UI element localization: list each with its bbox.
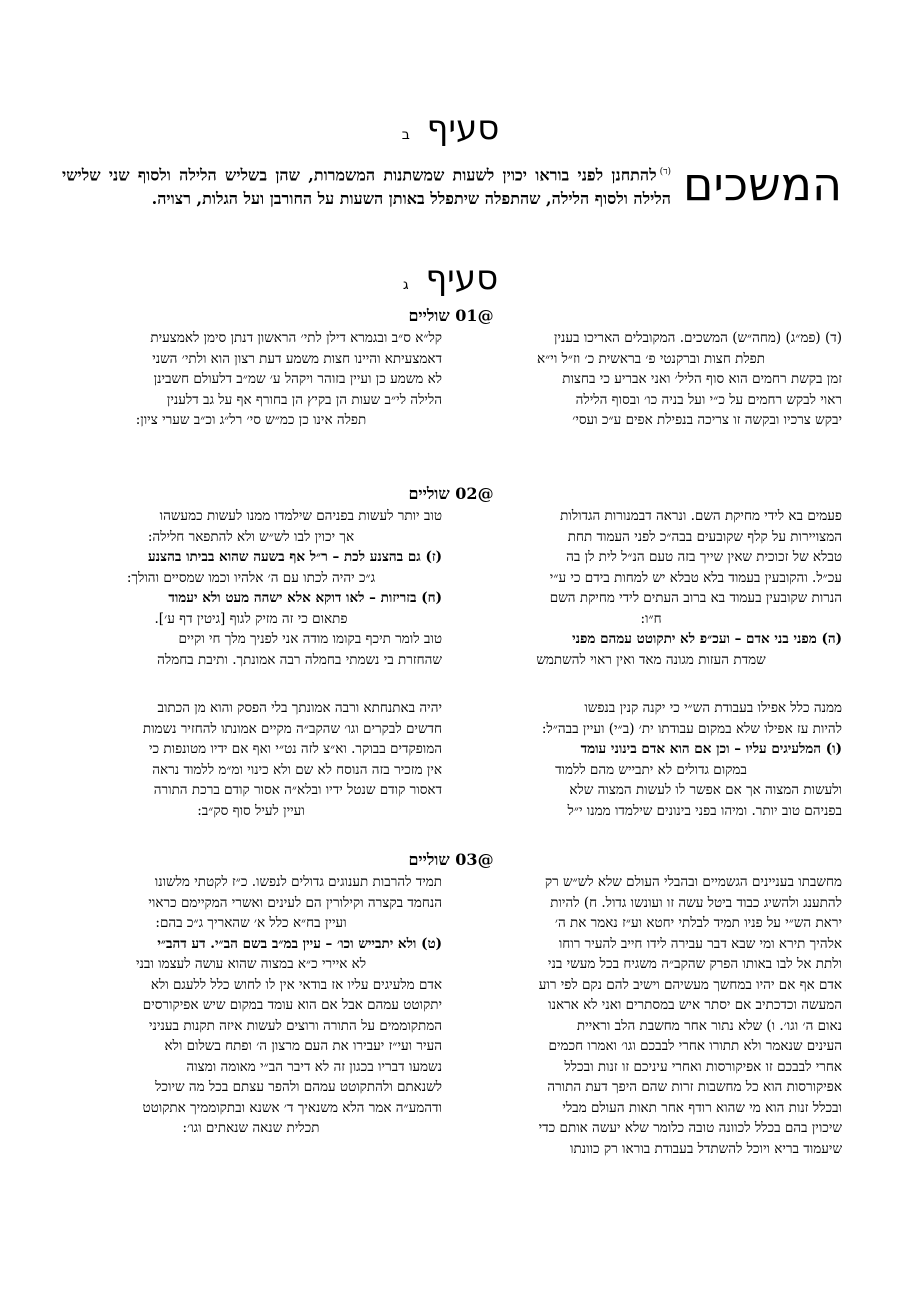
text-line: (ה) מפני בני אדם – ועכ״פ לא יתקוטט עמהם מפני [572, 631, 842, 647]
text-line: (ז) גם בהצנע לכת – ר״ל אף בשעה שהוא בביתו בהצנע [148, 549, 442, 565]
section-2-lower-left [60, 698, 442, 821]
text-line: יבקש צרכיו ובקשה זו צריכה בנפילת אפים ע״כ ועסי׳ [572, 412, 842, 428]
seif-b-word: סעיף [426, 108, 500, 148]
text-line: ולעשות המצוה אך אם אפשר לו לעשות המצוה שלא [569, 782, 842, 798]
text-line: יתקוטט עמהם אבל אם הוא עומד במקום שיש אפיקורסים [142, 997, 442, 1013]
text-line: (ד) (פמ״ג) (מחה״ש) המשכים. המקובלים האריכו בענין [554, 330, 842, 346]
text-line: העינים שנאמר ולא תתורו אחרי לבבכם וגו׳ ואמרו חכמים [548, 1038, 842, 1054]
section-2-lower-right [460, 698, 842, 821]
text-line: זמן בקשת רחמים הוא סוף הליל׳ ואני אבריע כי בחצות [562, 371, 842, 387]
text-line: תכלית שנאה שנאתים וגו׳: [182, 1120, 320, 1136]
section-2-title: @02 שוליים [408, 484, 494, 503]
text-line: שיעמוד בריא ויוכל להשתדל בעבודת בוראו רק כוונתו [570, 1140, 842, 1157]
text-line: העיר ועי״ז יעבירו את העם מרצון ה׳ ופתח בשלום ולא [164, 1038, 442, 1054]
intro-ref: (ד) [659, 167, 671, 177]
text-line: להתענג ולהשיג כבוד ביטל עשה זו ועונשו גדול. ח) להיות [550, 894, 842, 911]
text-line: תפלת חצות וברקנטי פ׳ בראשית כ׳ וז״ל וי״א [537, 350, 765, 367]
text-line: אפיקורסות הוא כל מחשבות זרות שהם היפך דעת התורה [547, 1079, 842, 1095]
text-line: בפניהם טוב יותר. ומיהו בפני בינונים שילמדו ממנו י״ל [567, 802, 842, 819]
text-line: ועיין לעיל סוף סק״ב: [197, 802, 305, 819]
seif-g-heading [0, 258, 901, 298]
intro-big-word: המשכים [682, 157, 842, 211]
text-line: אחרי לבבכם זו אפיקורסות ואחרי עיניכם זו זנות ובכלל [564, 1058, 842, 1075]
seif-b-letter: ב [401, 127, 410, 143]
section-3-left-column [60, 872, 442, 1139]
text-line: שהחזרת בי נשמתי בחמלה רבה אמונתך. ותיבת בחמלה [157, 651, 442, 668]
text-line: לשנאתם ולהתקוטט עמהם ולהפר עצתם בכל מה שיוכל [155, 1079, 442, 1095]
text-line: ולתת אל לבו באותו הפרק שהקב״ה משגיח בכל מעשי בני [547, 956, 842, 972]
section-1-left-column [60, 328, 442, 431]
text-line: נשמעו דבריו בכגון זה לא דיבר הב״י מאומה ומצוה [186, 1058, 442, 1075]
seif-b-heading [0, 108, 901, 148]
text-line: תמיד להרבות תענוגים גדולים לנפשו. כ״ז לקטתי מלשונו [154, 874, 442, 890]
text-line: אך יכוין לבו לש״ש ולא להתפאר חלילה: [147, 528, 355, 545]
text-line: אדם מלעיגים עליו אז בודאי אין לו לחוש כלל ללעגם ולא [150, 976, 442, 993]
seif-g-letter: ג [402, 277, 409, 293]
text-line: קל״א ס״ב ובגמרא דילן לתי׳ הראשון דנתן סימן לאמצעית [150, 330, 442, 346]
text-line: טוב לומר תיכף בקומו מודה אני לפניך מלך חי וקיים [178, 631, 442, 647]
text-line: ובכלל זנות הוא מי שהוא רודף אחר תאות העולם מבלי [562, 1099, 842, 1116]
text-line: המתקוממים על התורה ורוצים לעשות איזה תקנות בעניני [149, 1017, 442, 1034]
intro-text: להתחנן לפני בוראו יכוין לשעות שמשתנות המשמרות, שהן בשליש הלילה ולסוף שני שלישי הלילה ולסוף הלילה, שהתפלה שיתפלל באותן השעות על החורבן ועל הגלות, רצויה. [62, 165, 671, 209]
section-3-title: @03 שוליים [408, 850, 494, 869]
text-line: מחשבתו בעניינים הגשמיים ובהבלי העולם שלא לש״ש רק [544, 874, 842, 890]
text-line: הנחמד בקצרה וקילורין הם לעינים ואשרי המקיימם כראוי [148, 894, 442, 911]
text-line: שיכוין בהם בכלל לכוונה טובה כלומר שלא יעשה אותם כדי [538, 1120, 842, 1136]
text-line: ועיין בח״א כלל א׳ שהאריך ג״כ בהם: [155, 915, 347, 931]
text-line: המעשה וכדכתיב אם יסתר איש במסתרים ואני לא אראנו [548, 997, 842, 1013]
text-line: ח״ו: [640, 610, 662, 627]
text-line: (ו) המלעיגים עליו – וכן אם הוא אדם בינוני עומד [580, 741, 842, 757]
text-line: המצויירות על קלף שקובעים בבה״כ לפני העמוד תחת [567, 528, 842, 545]
text-line: הנרות שקובעין בעמוד בא ברוב העתים לידי מחיקת השם [549, 590, 842, 606]
text-line: ראוי לבקש רחמים על כ״י ועל בניה כו׳ ובסוף הלילה [575, 391, 842, 408]
text-line: ממנה כלל אפילו בעבודת הש״י כי יקנה קנין בנפשו [584, 700, 842, 716]
text-line: אדם אף אם יהיו במחשך מעשיהם וישיב להם נקם לפי רוע [538, 976, 842, 993]
text-line: דאמצעיתא והיינו חצות משמע דעת רצון הוא ולתי׳ השני [152, 350, 442, 367]
text-line: פתאום כי זה מזיק לגוף [גיטין דף ע׳]. [154, 610, 348, 627]
text-line: ודהמע״ה אמר הלא משנאיך ד׳ אשנא ובתקוממיך אתקוטט [142, 1099, 442, 1116]
text-line: יראת הש״י על פניו תמיד לבלתי יחטא וע״ז נאמר את ה׳ [554, 915, 842, 931]
section-2-left-column [60, 506, 442, 670]
text-line: שמדת העזות מגונה מאד ואין ראוי להשתמש [536, 651, 766, 668]
text-line: תפלה אינו כן כמ״ש סי׳ רל״ג וכ״ב שערי ציון: [135, 412, 367, 428]
section-1-title: @01 שוליים [408, 306, 494, 325]
text-line: חדשים לבקרים וגו׳ שהקב״ה מקיים אמונתו להחזיר נשמות [142, 720, 442, 737]
text-line: לא משמע כן ועיין בזוהר ויקהל ע׳ שמ״ב דלעולם חשבינן [153, 371, 442, 387]
section-1-right-column [460, 328, 842, 431]
section-2-right-column [460, 506, 842, 670]
text-line: המופקדים בבוקר. וא״צ לזה נט״י ואף אם ידיו מטונפות כי [148, 741, 442, 757]
text-line: אין מזכיר בזה הנוסח לא שם ולא כינוי ומ״מ ללמוד נראה [152, 761, 442, 778]
text-line: לא איירי כ״א במצוה שהוא עושה לעצמו ובני [135, 956, 367, 972]
text-line: פעמים בא לידי מחיקת השם. ונראה דבמנורות הגדולות [560, 508, 842, 524]
text-line: טוב יותר לעשות בפניהם שילמדו ממנו לעשות כמעשהו [159, 508, 442, 524]
text-line: להיות עז אפילו שלא במקום עבודתו ית׳ (ב״י) ועיין בבה״ל: [541, 720, 842, 737]
text-line: במקום גדולים לא יתבייש מהם ללמוד [555, 761, 747, 778]
seif-g-word: סעיף [425, 258, 499, 298]
text-line: ג״כ יהיה לכתו עם ה׳ אלהיו וכמו שמסיים והולך: [126, 569, 376, 586]
text-line: נאום ה׳ וגו׳. ו) שלא נתור אחר מחשבת הלב וראיית [576, 1017, 842, 1034]
section-3-right-column [460, 872, 842, 1159]
text-line: יהיה באתנחתא ורבה אמונתך בלי הפסק והוא מן הכתוב [157, 700, 442, 716]
text-line: (ח) בזריזות – לאו דוקא אלא ישהה מעט ולא יעמוד [168, 590, 442, 606]
text-line: טבלא של זכוכית שאין שייך בזה טעם הנ״ל לית לן בה [566, 549, 842, 565]
text-line: אלהיך תירא ומי שבא דבר עבירה לידו חייב להעיר רוחו [558, 935, 842, 952]
text-line: (ט) ולא יתבייש וכו׳ – עיין במ״ב בשם הב״י. דע דהב״י [157, 935, 442, 952]
text-line: עכ״ל. והקובעין בעמוד בלא טבלא יש למחות בידם כי ע״י [549, 569, 842, 586]
text-line: הלילה לי״ב שעות הן בקיץ הן בחורף אף על גב דלענין [166, 391, 442, 408]
section-2-lower-block [60, 698, 842, 821]
text-line: דאסור קודם שנטל ידיו ובלא״ה אסור קודם ברכת התורה [153, 782, 442, 798]
intro-paragraph [62, 157, 842, 211]
